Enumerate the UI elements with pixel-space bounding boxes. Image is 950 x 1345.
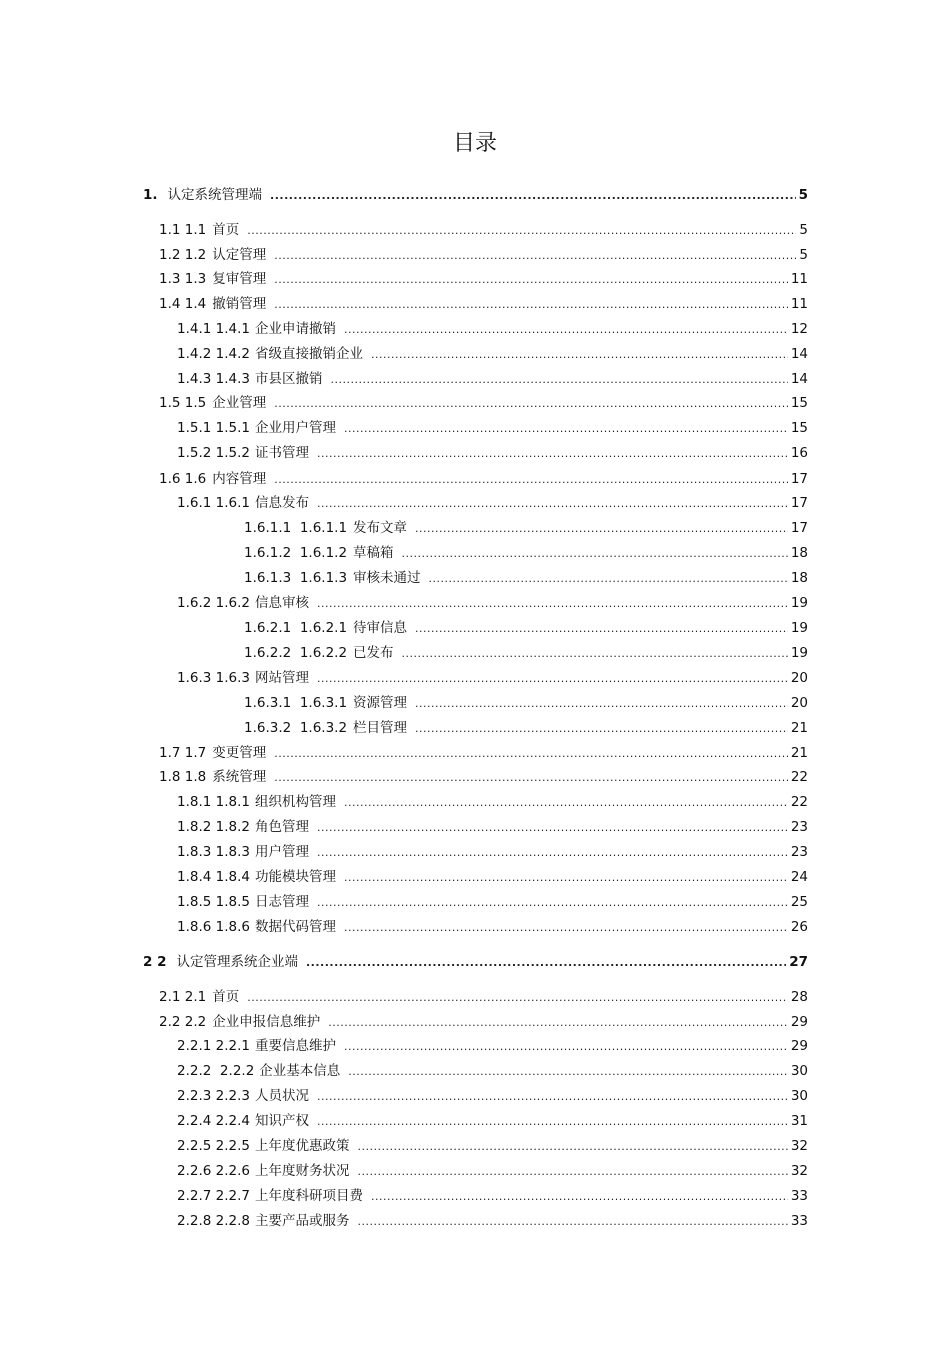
toc-entry-number: 1.8.5 1.8.5 xyxy=(177,894,250,910)
toc-entry-number: 1.5.1 1.5.1 xyxy=(177,420,250,436)
toc-leader-dots xyxy=(247,224,796,237)
toc-entry[interactable] xyxy=(177,1059,808,1081)
toc-entry[interactable] xyxy=(159,391,808,413)
toc-entry-label: 证书管理 xyxy=(255,445,309,461)
toc-entry-number: 2.2.1 2.2.1 xyxy=(177,1038,250,1054)
toc-leader-dots xyxy=(344,323,788,336)
toc-entry-number: 1.8.3 1.8.3 xyxy=(177,844,250,860)
toc-entry-label: 企业基本信息 xyxy=(259,1063,341,1079)
toc-entry-label: 人员状况 xyxy=(255,1088,309,1104)
toc-entry-number: 1.6.1 1.6.1 xyxy=(177,495,250,511)
toc-entry[interactable] xyxy=(177,915,808,937)
toc-entry-page: 5 xyxy=(798,187,808,203)
toc-entry[interactable] xyxy=(244,641,808,663)
toc-entry-label: 数据代码管理 xyxy=(255,919,336,935)
toc-entry-label: 企业管理 xyxy=(212,395,267,411)
toc-entry-label: 企业申报信息维护 xyxy=(212,1014,321,1030)
toc-entry-label: 信息发布 xyxy=(255,495,309,511)
toc-entry-page: 22 xyxy=(790,794,808,810)
toc-entry[interactable] xyxy=(244,616,808,638)
toc-leader-dots xyxy=(274,747,788,760)
toc-leader-dots xyxy=(274,771,788,784)
toc-entry-number: 1.6.1.3 1.6.1.3 xyxy=(244,570,348,586)
toc-entry-label: 省级直接撤销企业 xyxy=(255,346,363,362)
toc-entry-label: 资源管理 xyxy=(353,695,408,711)
toc-entry-page: 18 xyxy=(790,570,808,586)
toc-entry-page: 21 xyxy=(790,745,808,761)
toc-entry[interactable] xyxy=(177,441,808,463)
toc-leader-dots xyxy=(317,497,788,510)
toc-entry[interactable] xyxy=(177,1134,808,1156)
toc-entry-number: 2 2 xyxy=(143,954,167,970)
toc-leader-dots xyxy=(371,348,788,361)
toc-leader-dots xyxy=(274,298,788,311)
toc-leader-dots xyxy=(415,697,788,710)
toc-leader-dots xyxy=(344,796,788,809)
toc-leader-dots xyxy=(317,597,788,610)
toc-entry[interactable] xyxy=(177,790,808,812)
toc-entry-number: 1.4.1 1.4.1 xyxy=(177,321,250,337)
toc-entry[interactable] xyxy=(177,1184,808,1206)
toc-entry[interactable] xyxy=(159,741,808,763)
toc-leader-dots xyxy=(274,397,788,410)
toc-entry-page: 26 xyxy=(790,919,808,935)
toc-entry-page: 19 xyxy=(790,620,808,636)
toc-leader-dots xyxy=(317,672,788,685)
toc-entry[interactable] xyxy=(159,292,808,314)
toc-entry-label: 复审管理 xyxy=(212,271,267,287)
toc-entry-label: 撤销管理 xyxy=(212,296,267,312)
toc-leader-dots xyxy=(317,896,788,909)
toc-entry[interactable] xyxy=(177,416,808,438)
toc-entry-page: 11 xyxy=(790,271,808,287)
toc-entry-label: 首页 xyxy=(212,989,240,1005)
toc-entry[interactable] xyxy=(244,516,808,538)
toc-entry-page: 30 xyxy=(790,1063,808,1079)
toc-entry-number: 1.6.1.2 1.6.1.2 xyxy=(244,545,348,561)
toc-entry-page: 22 xyxy=(790,769,808,785)
toc-entry-number: 1.4.3 1.4.3 xyxy=(177,371,250,387)
toc-entry-number: 1.4.2 1.4.2 xyxy=(177,346,250,362)
toc-leader-dots xyxy=(274,249,796,262)
toc-entry-number: 1.8.6 1.8.6 xyxy=(177,919,250,935)
toc-entry-number: 2.2.3 2.2.3 xyxy=(177,1088,250,1104)
toc-entry[interactable] xyxy=(177,1209,808,1231)
toc-entry-number: 2.2.6 2.2.6 xyxy=(177,1163,250,1179)
toc-entry-label: 待审信息 xyxy=(353,620,408,636)
toc-leader-dots xyxy=(415,522,788,535)
toc-entry-label: 用户管理 xyxy=(255,844,309,860)
toc-entry-page: 5 xyxy=(799,247,808,263)
toc-entry-number: 1.6.3 1.6.3 xyxy=(177,670,250,686)
toc-entry[interactable] xyxy=(159,467,808,489)
toc-entry-number: 2.2.8 2.2.8 xyxy=(177,1213,250,1229)
toc-leader-dots xyxy=(331,373,788,386)
toc-entry-page: 23 xyxy=(790,844,808,860)
toc-entry-number: 1.6.2.2 1.6.2.2 xyxy=(244,645,348,661)
toc-leader-dots xyxy=(306,956,786,969)
toc-leader-dots xyxy=(358,1140,788,1153)
toc-leader-dots xyxy=(358,1215,788,1228)
toc-entry-number: 1.7 1.7 xyxy=(159,745,207,761)
toc-entry-number: 1.8.4 1.8.4 xyxy=(177,869,250,885)
toc-leader-dots xyxy=(317,821,788,834)
toc-entry[interactable] xyxy=(143,950,808,972)
toc-entry-page: 17 xyxy=(790,471,808,487)
toc-entry-page: 29 xyxy=(790,1014,808,1030)
toc-entry-number: 1.6 1.6 xyxy=(159,471,207,487)
toc-entry-page: 25 xyxy=(790,894,808,910)
toc-entry-label: 知识产权 xyxy=(255,1113,309,1129)
toc-entry-label: 企业申请撤销 xyxy=(255,321,336,337)
toc-entry[interactable] xyxy=(177,815,808,837)
toc-leader-dots xyxy=(344,422,788,435)
toc-entry-number: 1.6.3.1 1.6.3.1 xyxy=(244,695,348,711)
toc-leader-dots xyxy=(358,1165,788,1178)
toc-entry-label: 日志管理 xyxy=(255,894,309,910)
toc-entry-label: 草稿箱 xyxy=(353,545,394,561)
toc-leader-dots xyxy=(270,189,796,202)
toc-entry-label: 组织机构管理 xyxy=(255,794,336,810)
toc-entry-page: 23 xyxy=(790,819,808,835)
toc-entry[interactable] xyxy=(244,566,808,588)
page-title: 目录 xyxy=(452,131,497,156)
toc-entry-page: 33 xyxy=(790,1188,808,1204)
toc-entry[interactable] xyxy=(159,218,808,240)
toc-entry-page: 21 xyxy=(790,720,808,736)
toc-leader-dots xyxy=(415,622,788,635)
toc-entry-label: 栏目管理 xyxy=(353,720,408,736)
toc-entry-number: 2.2 2.2 xyxy=(159,1014,207,1030)
toc-entry[interactable] xyxy=(244,716,808,738)
toc-entry-label: 网站管理 xyxy=(255,670,309,686)
toc-entry-label: 认定管理 xyxy=(212,247,267,263)
toc-entry[interactable] xyxy=(159,243,808,265)
toc-leader-dots xyxy=(247,991,788,1004)
toc-entry-page: 14 xyxy=(790,371,808,387)
toc-entry-label: 企业用户管理 xyxy=(255,420,336,436)
toc-entry-page: 28 xyxy=(790,989,808,1005)
toc-entry[interactable] xyxy=(159,267,808,289)
toc-entry-page: 5 xyxy=(799,222,808,238)
toc-entry-number: 2.2.7 2.2.7 xyxy=(177,1188,250,1204)
toc-leader-dots xyxy=(429,572,788,585)
toc-entry-page: 31 xyxy=(790,1113,808,1129)
toc-entry-label: 重要信息维护 xyxy=(255,1038,336,1054)
toc-entry-number: 2.2.2 2.2.2 xyxy=(177,1063,255,1079)
toc-entry[interactable] xyxy=(177,342,808,364)
toc-entry[interactable] xyxy=(177,1159,808,1181)
toc-entry-label: 主要产品或服务 xyxy=(255,1213,350,1229)
toc-entry-page: 15 xyxy=(790,395,808,411)
toc-entry-number: 1.2 1.2 xyxy=(159,247,207,263)
toc-entry-page: 20 xyxy=(790,670,808,686)
toc-entry-number: 1.6.2.1 1.6.2.1 xyxy=(244,620,348,636)
toc-entry-label: 上年度科研项目费 xyxy=(255,1188,363,1204)
toc-entry[interactable] xyxy=(244,541,808,563)
toc-entry[interactable] xyxy=(244,691,808,713)
toc-entry-label: 角色管理 xyxy=(255,819,309,835)
toc-entry[interactable] xyxy=(177,840,808,862)
toc-entry[interactable] xyxy=(177,591,808,613)
toc-entry-page: 17 xyxy=(790,520,808,536)
toc-entry-label: 变更管理 xyxy=(212,745,267,761)
toc-leader-dots xyxy=(317,447,788,460)
toc-entry-number: 1. xyxy=(143,187,158,203)
toc-entry-page: 18 xyxy=(790,545,808,561)
toc-entry-label: 上年度优惠政策 xyxy=(255,1138,350,1154)
toc-entry-label: 已发布 xyxy=(353,645,394,661)
toc-entry-page: 17 xyxy=(790,495,808,511)
toc-entry-page: 15 xyxy=(790,420,808,436)
toc-entry-number: 1.8.2 1.8.2 xyxy=(177,819,250,835)
toc-leader-dots xyxy=(317,1115,788,1128)
toc-leader-dots xyxy=(402,547,788,560)
toc-leader-dots xyxy=(317,1090,788,1103)
toc-entry-page: 11 xyxy=(790,296,808,312)
toc-leader-dots xyxy=(344,921,788,934)
toc-leader-dots xyxy=(317,846,788,859)
toc-entry[interactable] xyxy=(177,1109,808,1131)
toc-entry-page: 33 xyxy=(790,1213,808,1229)
toc-entry[interactable] xyxy=(159,985,808,1007)
toc-leader-dots xyxy=(344,1040,788,1053)
toc-entry-number: 1.3 1.3 xyxy=(159,271,207,287)
toc-entry-page: 19 xyxy=(790,645,808,661)
toc-entry-page: 27 xyxy=(789,954,808,970)
toc-leader-dots xyxy=(274,273,788,286)
toc-entry[interactable] xyxy=(177,666,808,688)
toc-entry-number: 1.6.2 1.6.2 xyxy=(177,595,250,611)
toc-entry-label: 上年度财务状况 xyxy=(255,1163,350,1179)
toc-entry-label: 内容管理 xyxy=(212,471,267,487)
toc-entry[interactable] xyxy=(177,1034,808,1056)
toc-leader-dots xyxy=(371,1190,788,1203)
toc-entry[interactable] xyxy=(177,317,808,339)
toc-leader-dots xyxy=(348,1065,788,1078)
toc-entry-number: 2.2.4 2.2.4 xyxy=(177,1113,250,1129)
toc-entry-page: 14 xyxy=(790,346,808,362)
toc-entry-label: 发布文章 xyxy=(353,520,408,536)
toc-entry[interactable] xyxy=(159,765,808,787)
toc-entry[interactable] xyxy=(177,1084,808,1106)
toc-entry-number: 2.1 2.1 xyxy=(159,989,207,1005)
toc-entry[interactable] xyxy=(177,865,808,887)
toc-entry[interactable] xyxy=(177,491,808,513)
toc-entry-page: 12 xyxy=(790,321,808,337)
toc-entry-number: 1.8 1.8 xyxy=(159,769,207,785)
toc-entry-label: 市县区撤销 xyxy=(255,371,323,387)
toc-entry-page: 16 xyxy=(790,445,808,461)
toc-entry-label: 审核未通过 xyxy=(353,570,421,586)
toc-entry-number: 1.6.1.1 1.6.1.1 xyxy=(244,520,348,536)
toc-entry-number: 1.8.1 1.8.1 xyxy=(177,794,250,810)
toc-leader-dots xyxy=(415,722,788,735)
toc-entry[interactable] xyxy=(143,183,808,205)
toc-leader-dots xyxy=(274,473,788,486)
toc-entry-number: 1.4 1.4 xyxy=(159,296,207,312)
toc-entry-label: 认定系统管理端 xyxy=(167,187,263,203)
toc-entry-number: 1.6.3.2 1.6.3.2 xyxy=(244,720,348,736)
toc-entry-number: 1.5 1.5 xyxy=(159,395,207,411)
toc-entry-label: 认定管理系统企业端 xyxy=(176,954,298,970)
toc-entry[interactable] xyxy=(177,890,808,912)
toc-leader-dots xyxy=(344,871,788,884)
toc-entry-page: 30 xyxy=(790,1088,808,1104)
toc-entry-label: 功能模块管理 xyxy=(255,869,336,885)
toc-entry-page: 29 xyxy=(790,1038,808,1054)
toc-entry-label: 系统管理 xyxy=(212,769,267,785)
toc-entry-label: 信息审核 xyxy=(255,595,309,611)
toc-entry-number: 1.5.2 1.5.2 xyxy=(177,445,250,461)
toc-entry[interactable] xyxy=(177,367,808,389)
toc-entry-number: 2.2.5 2.2.5 xyxy=(177,1138,250,1154)
toc-entry[interactable] xyxy=(159,1010,808,1032)
toc-leader-dots xyxy=(328,1016,788,1029)
toc-entry-page: 32 xyxy=(790,1138,808,1154)
toc-entry-page: 20 xyxy=(790,695,808,711)
toc-entry-label: 首页 xyxy=(212,222,240,238)
toc-entry-number: 1.1 1.1 xyxy=(159,222,207,238)
toc-entry-page: 32 xyxy=(790,1163,808,1179)
toc-leader-dots xyxy=(402,647,788,660)
toc-entry-page: 19 xyxy=(790,595,808,611)
toc-entry-page: 24 xyxy=(790,869,808,885)
